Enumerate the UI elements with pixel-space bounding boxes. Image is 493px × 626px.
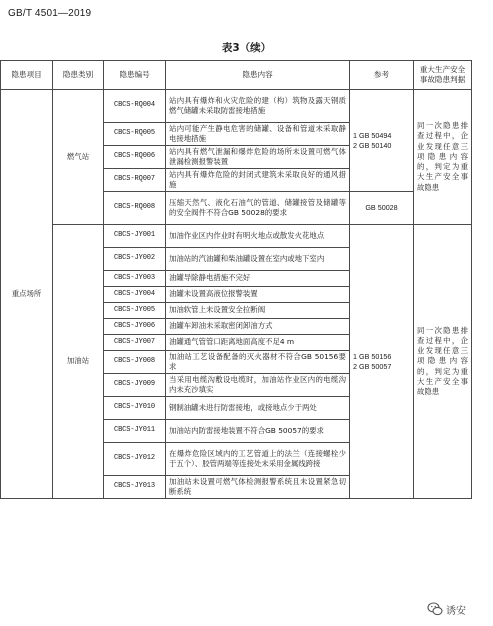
hazard-content: 压缩天然气、液化石油气的管道、储罐接管及储罐等的安全阀件不符合GB 50028的要求 xyxy=(166,192,350,225)
hazard-content: 油罐导除静电措施不完好 xyxy=(166,271,350,287)
hazard-code: CBCS-JY010 xyxy=(104,397,166,420)
hazard-code: CBCS-JY001 xyxy=(104,225,166,248)
hazard-content: 加油站工艺设备配备的灭火器材不符合GB 50156要求 xyxy=(166,351,350,374)
watermark-text: 诱安 xyxy=(446,605,466,617)
hazard-content: 钢制油罐未进行防雷接地，或接地点少于两处 xyxy=(166,397,350,420)
hazard-content: 油罐车卸油未采取密闭卸油方式 xyxy=(166,319,350,335)
reference-line: 1 GB 50494 xyxy=(353,130,392,140)
category-cell-gas: 燃气站 xyxy=(53,90,104,225)
hazard-content: 油罐通气管管口距离地面高度不足4 m xyxy=(166,335,350,351)
standard-code: GB/T 4501—2019 xyxy=(8,8,92,19)
hazard-code: CBCS-RQ008 xyxy=(104,192,166,225)
watermark xyxy=(427,600,485,618)
hazard-code: CBCS-JY006 xyxy=(104,319,166,335)
hazard-content: 站内具有爆炸危险的封闭式建筑未采取良好的通风措施 xyxy=(166,169,350,192)
column-header: 隐患类别 xyxy=(53,61,104,90)
hazard-table xyxy=(0,60,472,499)
hazard-content: 加油站的汽油罐和柴油罐设置在室内或地下室内 xyxy=(166,248,350,271)
hazard-code: CBCS-JY004 xyxy=(104,287,166,303)
hazard-content: 加油软管上未设置安全拉断阀 xyxy=(166,303,350,319)
reference-cell xyxy=(350,225,414,499)
reference-cell xyxy=(350,90,414,192)
reference-line: 1 GB 50156 xyxy=(353,351,392,361)
table-row xyxy=(1,90,472,123)
hazard-code: CBCS-JY007 xyxy=(104,335,166,351)
hazard-content: 油罐未设置高液位报警装置 xyxy=(166,287,350,303)
column-header: 重大生产安全事故隐患判据 xyxy=(414,61,472,90)
hazard-code: CBCS-JY011 xyxy=(104,420,166,443)
judgement-cell: 同一次隐患排查过程中，企业发现任意三项隐患内容的，判定为重大生产安全事故隐患 xyxy=(414,225,472,499)
reference-cell: GB 50028 xyxy=(350,192,414,225)
reference-line: 2 GB 50140 xyxy=(353,140,392,150)
hazard-content: 站内具有爆炸和火灾危险的建（构）筑物及露天钢质燃气储罐未采取防雷接地措施 xyxy=(166,90,350,123)
hazard-content: 站内可能产生静电危害的储罐、设备和管道未采取静电接地措施 xyxy=(166,123,350,146)
column-header: 隐患项目 xyxy=(1,61,53,90)
category-cell-fuel: 加油站 xyxy=(53,225,104,499)
hazard-content: 加油站内防雷接地装置不符合GB 50057的要求 xyxy=(166,420,350,443)
hazard-code: CBCS-JY008 xyxy=(104,351,166,374)
hazard-content: 加油站未设置可燃气体检测报警系统且未设置紧急切断系统 xyxy=(166,476,350,499)
hazard-code: CBCS-JY009 xyxy=(104,374,166,397)
wechat-icon xyxy=(427,601,443,617)
hazard-content: 加油作业区内作业时有明火地点或散发火花地点 xyxy=(166,225,350,248)
hazard-code: CBCS-JY012 xyxy=(104,443,166,476)
table-row xyxy=(1,225,472,248)
hazard-code: CBCS-JY005 xyxy=(104,303,166,319)
hazard-code: CBCS-RQ007 xyxy=(104,169,166,192)
hazard-code: CBCS-JY002 xyxy=(104,248,166,271)
table-title: 表3（续） xyxy=(221,42,272,54)
hazard-content: 站内具有燃气泄漏和爆炸危险的场所未设置可燃气体泄漏检测报警装置 xyxy=(166,146,350,169)
hazard-code: CBCS-RQ005 xyxy=(104,123,166,146)
hazard-content: 当采用电缆沟敷设电缆时，加油站作业区内的电缆沟内未充沙填实 xyxy=(166,374,350,397)
judgement-cell: 同一次隐患排查过程中，企业发现任意三项隐患内容的，判定为重大生产安全事故隐患 xyxy=(414,90,472,225)
column-header: 参考 xyxy=(350,61,414,90)
reference-line: 2 GB 50057 xyxy=(353,361,392,371)
column-header: 隐患编号 xyxy=(104,61,166,90)
hazard-code: CBCS-RQ006 xyxy=(104,146,166,169)
hazard-project-cell: 重点场所 xyxy=(1,90,53,499)
hazard-content: 在爆炸危险区域内的工艺管道上的法兰（连接螺栓少于五个）、胶管两端等连接处未采用金属线跨接 xyxy=(166,443,350,476)
hazard-code: CBCS-JY013 xyxy=(104,476,166,499)
column-header: 隐患内容 xyxy=(166,61,350,90)
table-header-row xyxy=(1,61,472,90)
hazard-code: CBCS-RQ004 xyxy=(104,90,166,123)
hazard-code: CBCS-JY003 xyxy=(104,271,166,287)
